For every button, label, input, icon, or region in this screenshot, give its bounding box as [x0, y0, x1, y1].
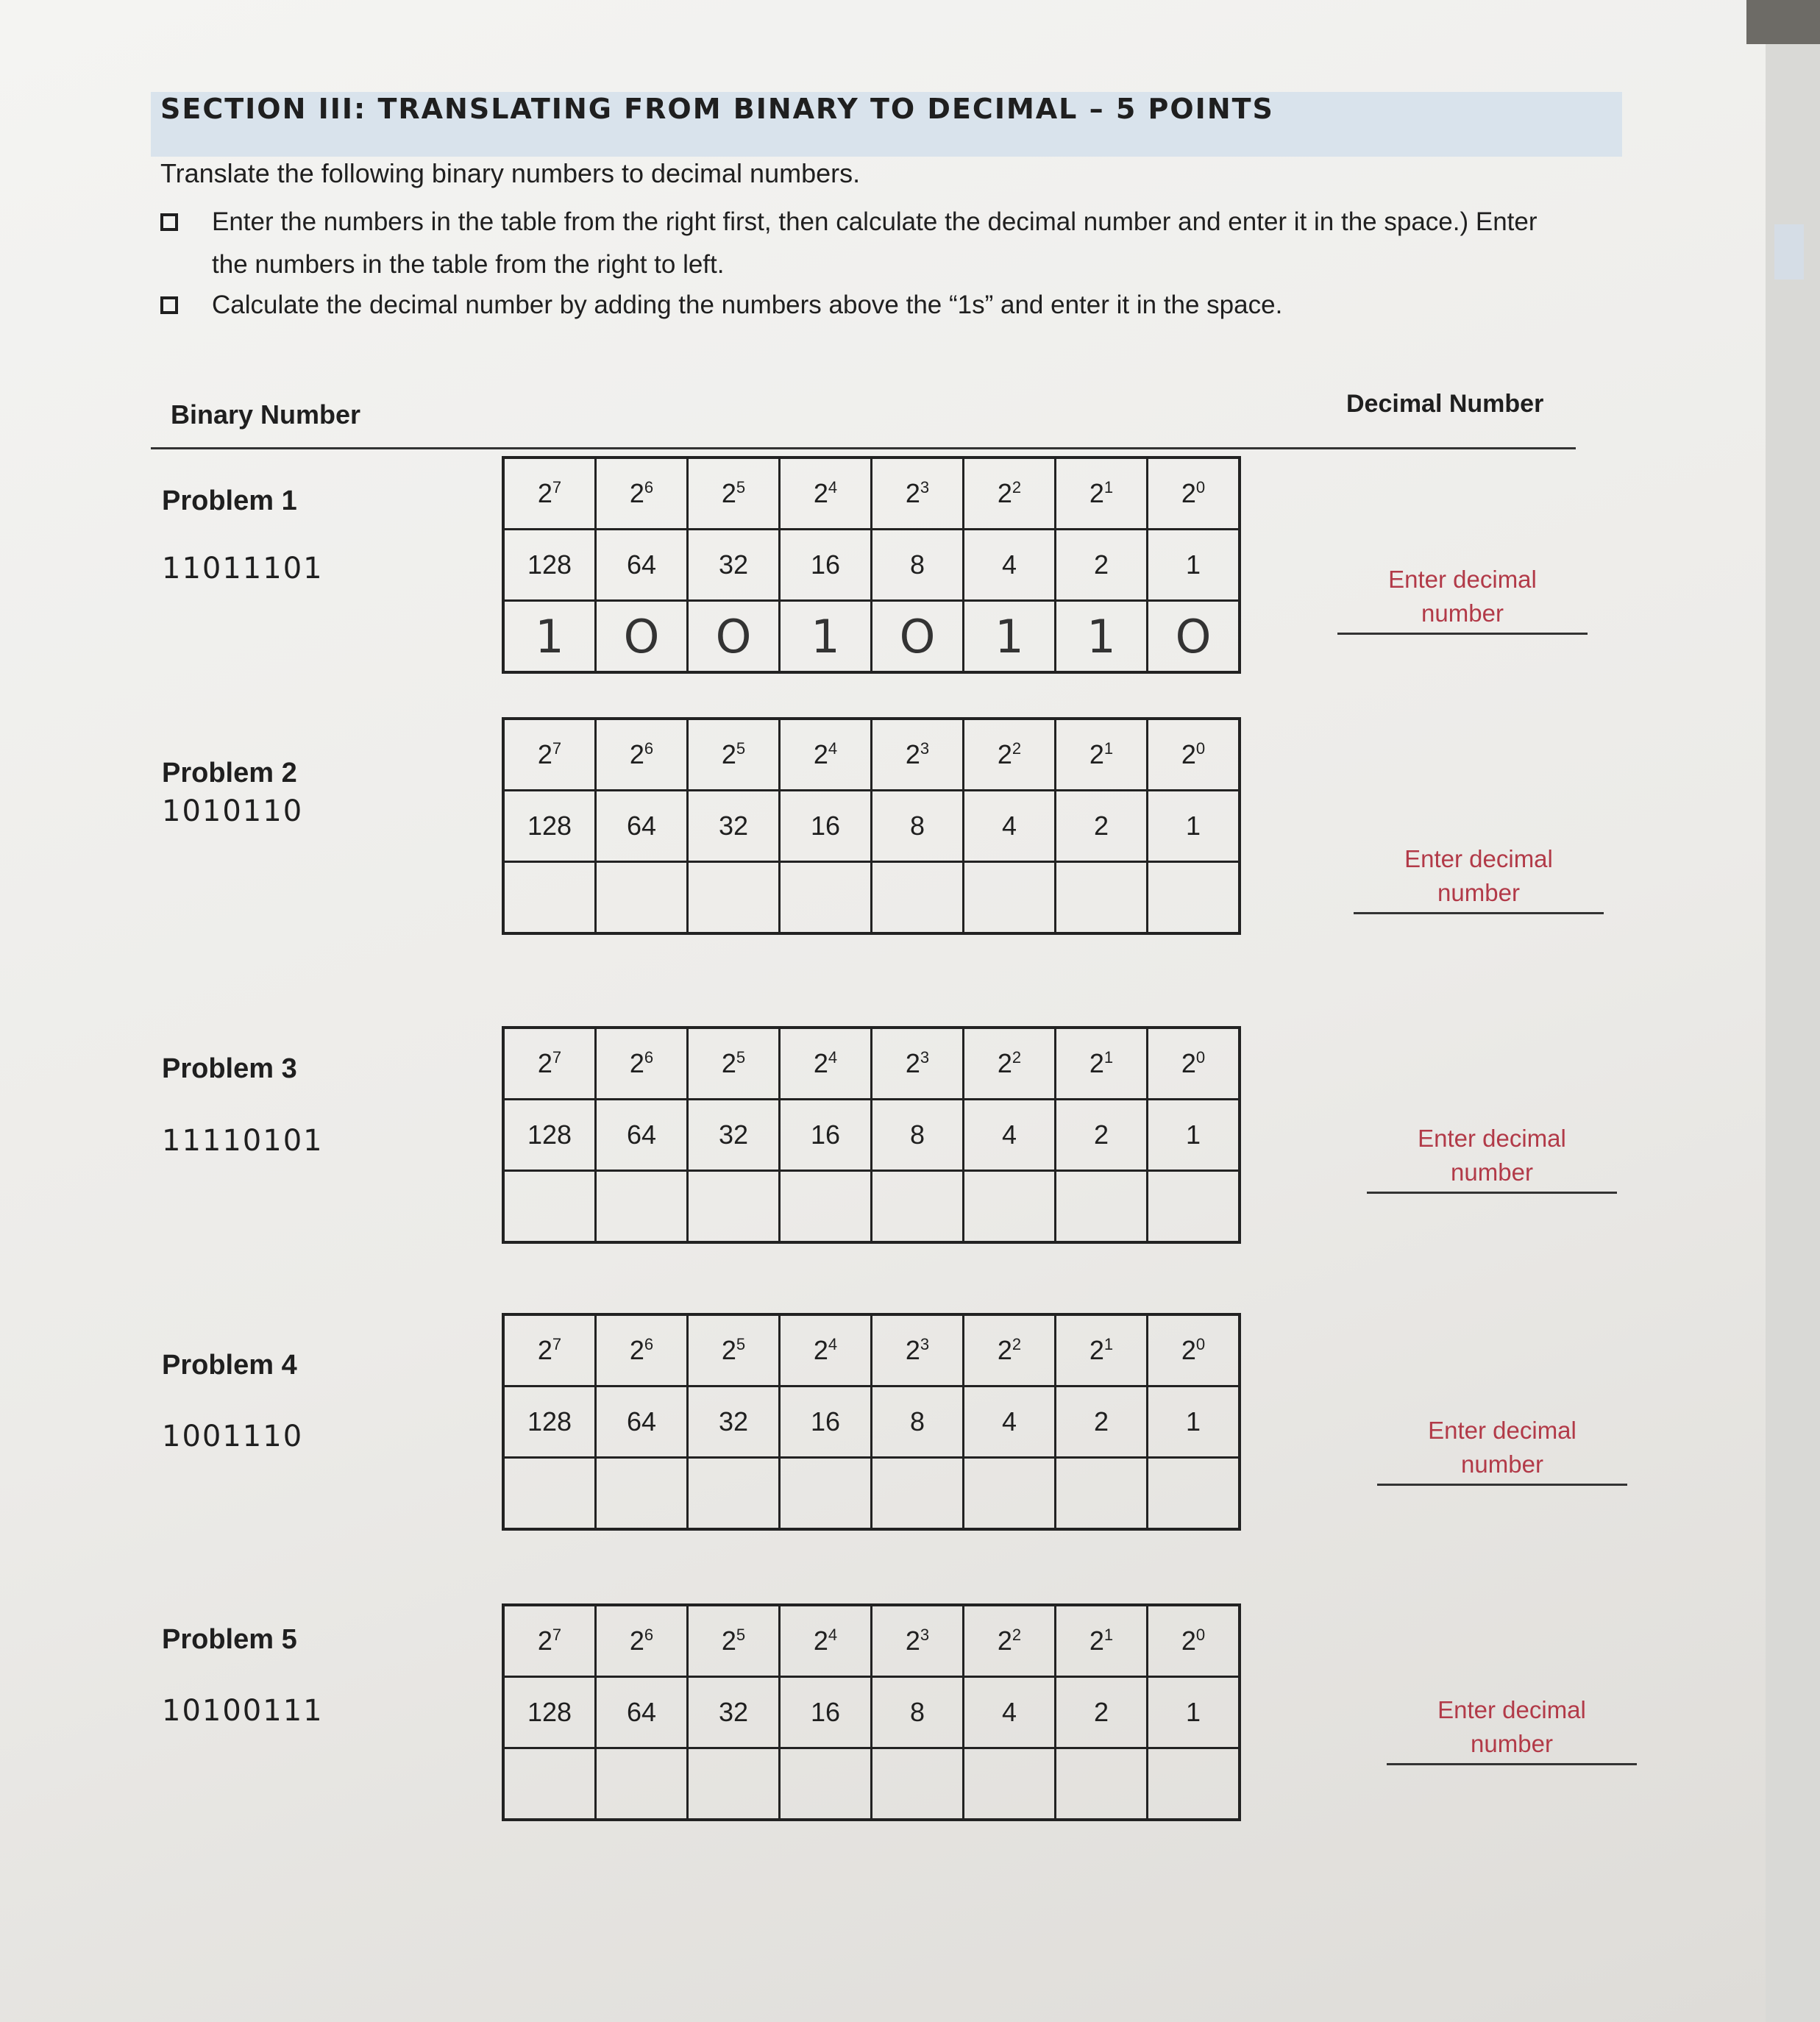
bit-entry-cell[interactable]	[688, 1458, 780, 1530]
value-cell: 16	[780, 530, 872, 601]
problem-label: Problem 1	[162, 485, 297, 516]
problem-label: Problem 4	[162, 1350, 297, 1381]
value-cell: 64	[596, 530, 688, 601]
power-cell	[780, 719, 872, 791]
bit-entry-cell[interactable]	[780, 862, 872, 934]
bit-entry-row	[503, 862, 1240, 934]
bit-entry-cell[interactable]	[964, 1748, 1056, 1820]
power-exponent: 2	[1012, 478, 1022, 496]
value-cell: 16	[780, 1677, 872, 1748]
power-base: 2	[813, 1335, 828, 1365]
decimal-answer-field[interactable]	[1367, 1122, 1617, 1189]
bit-entry-cell[interactable]	[1148, 1748, 1240, 1820]
value-cell: 2	[1056, 530, 1148, 601]
power-base: 2	[1181, 1626, 1196, 1656]
value-cell: 128	[503, 1677, 596, 1748]
answer-placeholder-line2: number	[1421, 599, 1504, 627]
power-cell	[503, 1028, 596, 1100]
power-base: 2	[905, 1048, 920, 1078]
bit-entry-cell[interactable]: O	[1148, 601, 1240, 673]
power-exponent: 3	[920, 739, 930, 758]
value-cell: 4	[964, 530, 1056, 601]
instructions-intro: Translate the following binary numbers to decimal numbers.	[160, 158, 861, 188]
power-exponent: 5	[736, 1048, 746, 1067]
value-cell: 4	[964, 791, 1056, 862]
power-exponent: 0	[1195, 1048, 1206, 1067]
bit-entry-cell[interactable]	[964, 1171, 1056, 1243]
bit-entry-cell[interactable]: 1	[503, 601, 596, 673]
page-edge-tab	[1774, 224, 1804, 280]
bit-entry-row	[503, 1458, 1240, 1530]
power-exponent: 6	[644, 478, 654, 496]
power-cell	[1056, 719, 1148, 791]
bit-entry-cell[interactable]	[503, 1748, 596, 1820]
power-base: 2	[905, 739, 920, 769]
power-cell	[964, 719, 1056, 791]
power-base: 2	[813, 1626, 828, 1656]
power-cell	[596, 719, 688, 791]
power-exponent: 5	[736, 739, 746, 758]
place-value-table	[502, 1026, 1241, 1244]
power-base: 2	[813, 478, 828, 508]
power-exponent: 7	[552, 1048, 562, 1067]
power-cell	[1148, 1605, 1240, 1677]
decimal-answer-field[interactable]	[1337, 563, 1588, 630]
power-cell	[872, 458, 964, 530]
power-exponent: 6	[644, 1048, 654, 1067]
value-cell: 8	[872, 1100, 964, 1171]
power-base: 2	[629, 739, 644, 769]
binary-value: 1001110	[162, 1420, 304, 1453]
power-base: 2	[721, 1626, 736, 1656]
power-exponent: 1	[1103, 1626, 1114, 1644]
power-cell	[780, 458, 872, 530]
bit-entry-cell[interactable]	[1148, 1458, 1240, 1530]
problem-label: Problem 5	[162, 1624, 297, 1655]
power-exponent: 4	[828, 478, 838, 496]
power-exponent: 1	[1103, 739, 1114, 758]
power-exponent: 2	[1012, 1048, 1022, 1067]
power-base: 2	[1181, 1335, 1196, 1365]
place-value-table	[502, 717, 1241, 935]
answer-underline	[1387, 1763, 1637, 1765]
power-exponent: 3	[920, 1626, 930, 1644]
bit-entry-cell[interactable]	[872, 862, 964, 934]
power-base: 2	[721, 739, 736, 769]
value-cell: 16	[780, 791, 872, 862]
value-cell: 1	[1148, 791, 1240, 862]
values-row	[503, 1386, 1240, 1458]
value-cell: 64	[596, 1100, 688, 1171]
decimal-answer-field[interactable]	[1377, 1414, 1627, 1481]
power-base: 2	[1089, 1626, 1104, 1656]
power-cell	[872, 1314, 964, 1386]
values-row	[503, 530, 1240, 601]
power-cell	[596, 1314, 688, 1386]
power-cell	[503, 719, 596, 791]
value-cell: 2	[1056, 1677, 1148, 1748]
power-base: 2	[629, 1626, 644, 1656]
power-cell	[596, 458, 688, 530]
answer-underline	[1367, 1192, 1617, 1194]
bit-entry-cell[interactable]	[964, 1458, 1056, 1530]
value-cell: 1	[1148, 1386, 1240, 1458]
power-cell	[1056, 1605, 1148, 1677]
bit-entry-cell[interactable]	[1148, 1171, 1240, 1243]
value-cell: 128	[503, 1100, 596, 1171]
power-exponent: 2	[1012, 1626, 1022, 1644]
power-base: 2	[997, 1626, 1012, 1656]
decimal-answer-field[interactable]	[1354, 842, 1604, 910]
power-exponent: 4	[828, 739, 838, 758]
power-cell	[1056, 1028, 1148, 1100]
power-cell	[688, 719, 780, 791]
value-cell: 32	[688, 1100, 780, 1171]
answer-underline	[1354, 912, 1604, 914]
powers-row	[503, 458, 1240, 530]
place-value-table	[502, 1313, 1241, 1531]
power-exponent: 7	[552, 1626, 562, 1644]
power-base: 2	[721, 1048, 736, 1078]
bit-entry-cell[interactable]	[688, 1171, 780, 1243]
bit-entry-cell[interactable]	[596, 862, 688, 934]
bit-entry-cell[interactable]	[780, 1748, 872, 1820]
place-value-table	[502, 456, 1241, 674]
power-cell	[688, 1605, 780, 1677]
bit-entry-cell[interactable]	[872, 1171, 964, 1243]
power-base: 2	[1181, 1048, 1196, 1078]
power-exponent: 6	[644, 1626, 654, 1644]
value-cell: 4	[964, 1677, 1056, 1748]
power-cell	[688, 1314, 780, 1386]
bit-entry-cell[interactable]	[503, 1171, 596, 1243]
bit-entry-cell[interactable]	[688, 862, 780, 934]
bit-entry-cell[interactable]	[964, 862, 1056, 934]
power-exponent: 1	[1103, 1335, 1114, 1353]
power-cell	[503, 458, 596, 530]
power-base: 2	[813, 1048, 828, 1078]
power-base: 2	[1181, 739, 1196, 769]
binary-value: 10100111	[162, 1694, 324, 1728]
value-cell: 2	[1056, 1100, 1148, 1171]
power-base: 2	[537, 1626, 552, 1656]
background-corner	[1746, 0, 1820, 44]
power-base: 2	[1089, 1048, 1104, 1078]
power-cell	[596, 1028, 688, 1100]
power-base: 2	[1089, 1335, 1104, 1365]
power-base: 2	[997, 739, 1012, 769]
power-cell	[964, 458, 1056, 530]
bit-entry-cell[interactable]	[872, 1748, 964, 1820]
power-exponent: 2	[1012, 1335, 1022, 1353]
binary-value: 11011101	[162, 552, 324, 585]
value-cell: 32	[688, 530, 780, 601]
value-cell: 4	[964, 1386, 1056, 1458]
power-cell	[780, 1314, 872, 1386]
power-cell	[872, 719, 964, 791]
power-exponent: 7	[552, 1335, 562, 1353]
power-cell	[1056, 458, 1148, 530]
bit-entry-row	[503, 1748, 1240, 1820]
instruction-text: Enter the numbers in the table from the right first, then calculate the decimal number and enter it in the space.) Enter	[212, 207, 1538, 236]
answer-placeholder-line2: number	[1461, 1450, 1543, 1478]
power-cell	[964, 1028, 1056, 1100]
bit-entry-cell[interactable]: O	[596, 601, 688, 673]
power-exponent: 1	[1103, 1048, 1114, 1067]
power-exponent: 6	[644, 1335, 654, 1353]
power-exponent: 5	[736, 478, 746, 496]
power-base: 2	[537, 1335, 552, 1365]
bit-entry-cell[interactable]	[1056, 1748, 1148, 1820]
power-base: 2	[537, 739, 552, 769]
power-base: 2	[537, 478, 552, 508]
power-exponent: 4	[828, 1048, 838, 1067]
bit-entry-cell[interactable]: 1	[780, 601, 872, 673]
bit-entry-cell[interactable]	[503, 862, 596, 934]
values-row	[503, 791, 1240, 862]
checkbox-icon[interactable]	[160, 296, 178, 314]
value-cell: 64	[596, 791, 688, 862]
power-exponent: 5	[736, 1335, 746, 1353]
bit-entry-cell[interactable]	[872, 1458, 964, 1530]
power-base: 2	[629, 1335, 644, 1365]
power-exponent: 3	[920, 1048, 930, 1067]
answer-underline	[1377, 1484, 1627, 1486]
power-cell	[503, 1605, 596, 1677]
answer-placeholder-line1: Enter decimal	[1388, 566, 1537, 593]
power-cell	[596, 1605, 688, 1677]
answer-placeholder-line2: number	[1437, 879, 1520, 906]
power-cell	[780, 1605, 872, 1677]
values-row	[503, 1100, 1240, 1171]
answer-placeholder-line1: Enter decimal	[1404, 845, 1553, 872]
powers-row	[503, 1605, 1240, 1677]
power-exponent: 0	[1195, 1626, 1206, 1644]
power-cell	[1056, 1314, 1148, 1386]
power-base: 2	[537, 1048, 552, 1078]
problem-label: Problem 3	[162, 1053, 297, 1084]
bit-entry-cell[interactable]: 1	[964, 601, 1056, 673]
bit-entry-row	[503, 601, 1240, 673]
power-cell	[964, 1605, 1056, 1677]
power-cell	[872, 1028, 964, 1100]
value-cell: 4	[964, 1100, 1056, 1171]
value-cell: 128	[503, 791, 596, 862]
powers-row	[503, 1314, 1240, 1386]
power-cell	[688, 1028, 780, 1100]
power-exponent: 0	[1195, 478, 1206, 496]
bit-entry-cell[interactable]: 1	[1056, 601, 1148, 673]
bit-entry-cell[interactable]: O	[872, 601, 964, 673]
power-base: 2	[629, 478, 644, 508]
answer-placeholder-line1: Enter decimal	[1428, 1417, 1576, 1444]
value-cell: 1	[1148, 530, 1240, 601]
value-cell: 1	[1148, 1100, 1240, 1171]
power-exponent: 6	[644, 739, 654, 758]
power-cell	[964, 1314, 1056, 1386]
power-exponent: 1	[1103, 478, 1114, 496]
answer-placeholder-line2: number	[1451, 1158, 1533, 1186]
bit-entry-cell[interactable]	[596, 1748, 688, 1820]
value-cell: 128	[503, 1386, 596, 1458]
power-cell	[503, 1314, 596, 1386]
header-divider	[151, 447, 1576, 449]
power-base: 2	[629, 1048, 644, 1078]
value-cell: 64	[596, 1677, 688, 1748]
binary-value: 11110101	[162, 1124, 324, 1158]
value-cell: 32	[688, 791, 780, 862]
value-cell: 8	[872, 1677, 964, 1748]
bit-entry-cell[interactable]: O	[688, 601, 780, 673]
bit-entry-cell[interactable]	[780, 1458, 872, 1530]
power-exponent: 0	[1195, 739, 1206, 758]
answer-placeholder-line1: Enter decimal	[1418, 1125, 1566, 1152]
value-cell: 8	[872, 530, 964, 601]
bit-entry-cell[interactable]	[596, 1458, 688, 1530]
power-base: 2	[721, 1335, 736, 1365]
bit-entry-cell[interactable]	[688, 1748, 780, 1820]
values-row	[503, 1677, 1240, 1748]
section-title: SECTION III: TRANSLATING FROM BINARY TO DECIMAL – 5 POINTS	[160, 93, 1274, 125]
value-cell: 16	[780, 1100, 872, 1171]
power-exponent: 5	[736, 1626, 746, 1644]
answer-placeholder-line2: number	[1471, 1730, 1553, 1757]
bit-entry-cell[interactable]	[503, 1458, 596, 1530]
power-exponent: 4	[828, 1626, 838, 1644]
powers-row	[503, 719, 1240, 791]
value-cell: 1	[1148, 1677, 1240, 1748]
value-cell: 2	[1056, 1386, 1148, 1458]
answer-placeholder-line1: Enter decimal	[1437, 1696, 1586, 1723]
value-cell: 16	[780, 1386, 872, 1458]
bit-entry-cell[interactable]	[1056, 1171, 1148, 1243]
power-exponent: 3	[920, 1335, 930, 1353]
power-exponent: 4	[828, 1335, 838, 1353]
value-cell: 8	[872, 791, 964, 862]
power-cell	[780, 1028, 872, 1100]
instruction-text: the numbers in the table from the right to left.	[212, 250, 725, 279]
power-cell	[1148, 458, 1240, 530]
power-cell	[1148, 1028, 1240, 1100]
power-base: 2	[905, 478, 920, 508]
binary-value: 1010110	[162, 794, 304, 828]
problem-label: Problem 2	[162, 758, 297, 788]
power-base: 2	[721, 478, 736, 508]
value-cell: 64	[596, 1386, 688, 1458]
power-base: 2	[1089, 739, 1104, 769]
value-cell: 128	[503, 530, 596, 601]
decimal-answer-field[interactable]	[1387, 1693, 1637, 1761]
power-exponent: 2	[1012, 739, 1022, 758]
power-base: 2	[1089, 478, 1104, 508]
checkbox-icon[interactable]	[160, 213, 178, 231]
bit-entry-cell[interactable]	[596, 1171, 688, 1243]
instruction-text: Calculate the decimal number by adding the numbers above the “1s” and enter it in the space.	[212, 291, 1283, 319]
place-value-table	[502, 1603, 1241, 1821]
power-cell	[1148, 1314, 1240, 1386]
power-exponent: 0	[1195, 1335, 1206, 1353]
powers-row	[503, 1028, 1240, 1100]
power-base: 2	[905, 1626, 920, 1656]
power-base: 2	[1181, 478, 1196, 508]
power-base: 2	[905, 1335, 920, 1365]
binary-number-header: Binary Number	[171, 399, 361, 430]
bit-entry-cell[interactable]	[780, 1171, 872, 1243]
power-base: 2	[997, 1048, 1012, 1078]
power-exponent: 3	[920, 478, 930, 496]
value-cell: 8	[872, 1386, 964, 1458]
power-cell	[872, 1605, 964, 1677]
value-cell: 2	[1056, 791, 1148, 862]
bit-entry-cell[interactable]	[1148, 862, 1240, 934]
value-cell: 32	[688, 1677, 780, 1748]
power-exponent: 7	[552, 478, 562, 496]
power-cell	[1148, 719, 1240, 791]
answer-underline	[1337, 633, 1588, 635]
value-cell: 32	[688, 1386, 780, 1458]
power-base: 2	[997, 1335, 1012, 1365]
power-exponent: 7	[552, 739, 562, 758]
power-base: 2	[997, 478, 1012, 508]
power-base: 2	[813, 739, 828, 769]
decimal-number-header: Decimal Number	[1346, 390, 1544, 418]
power-cell	[688, 458, 780, 530]
bit-entry-cell[interactable]	[1056, 862, 1148, 934]
bit-entry-row	[503, 1171, 1240, 1243]
bit-entry-cell[interactable]	[1056, 1458, 1148, 1530]
